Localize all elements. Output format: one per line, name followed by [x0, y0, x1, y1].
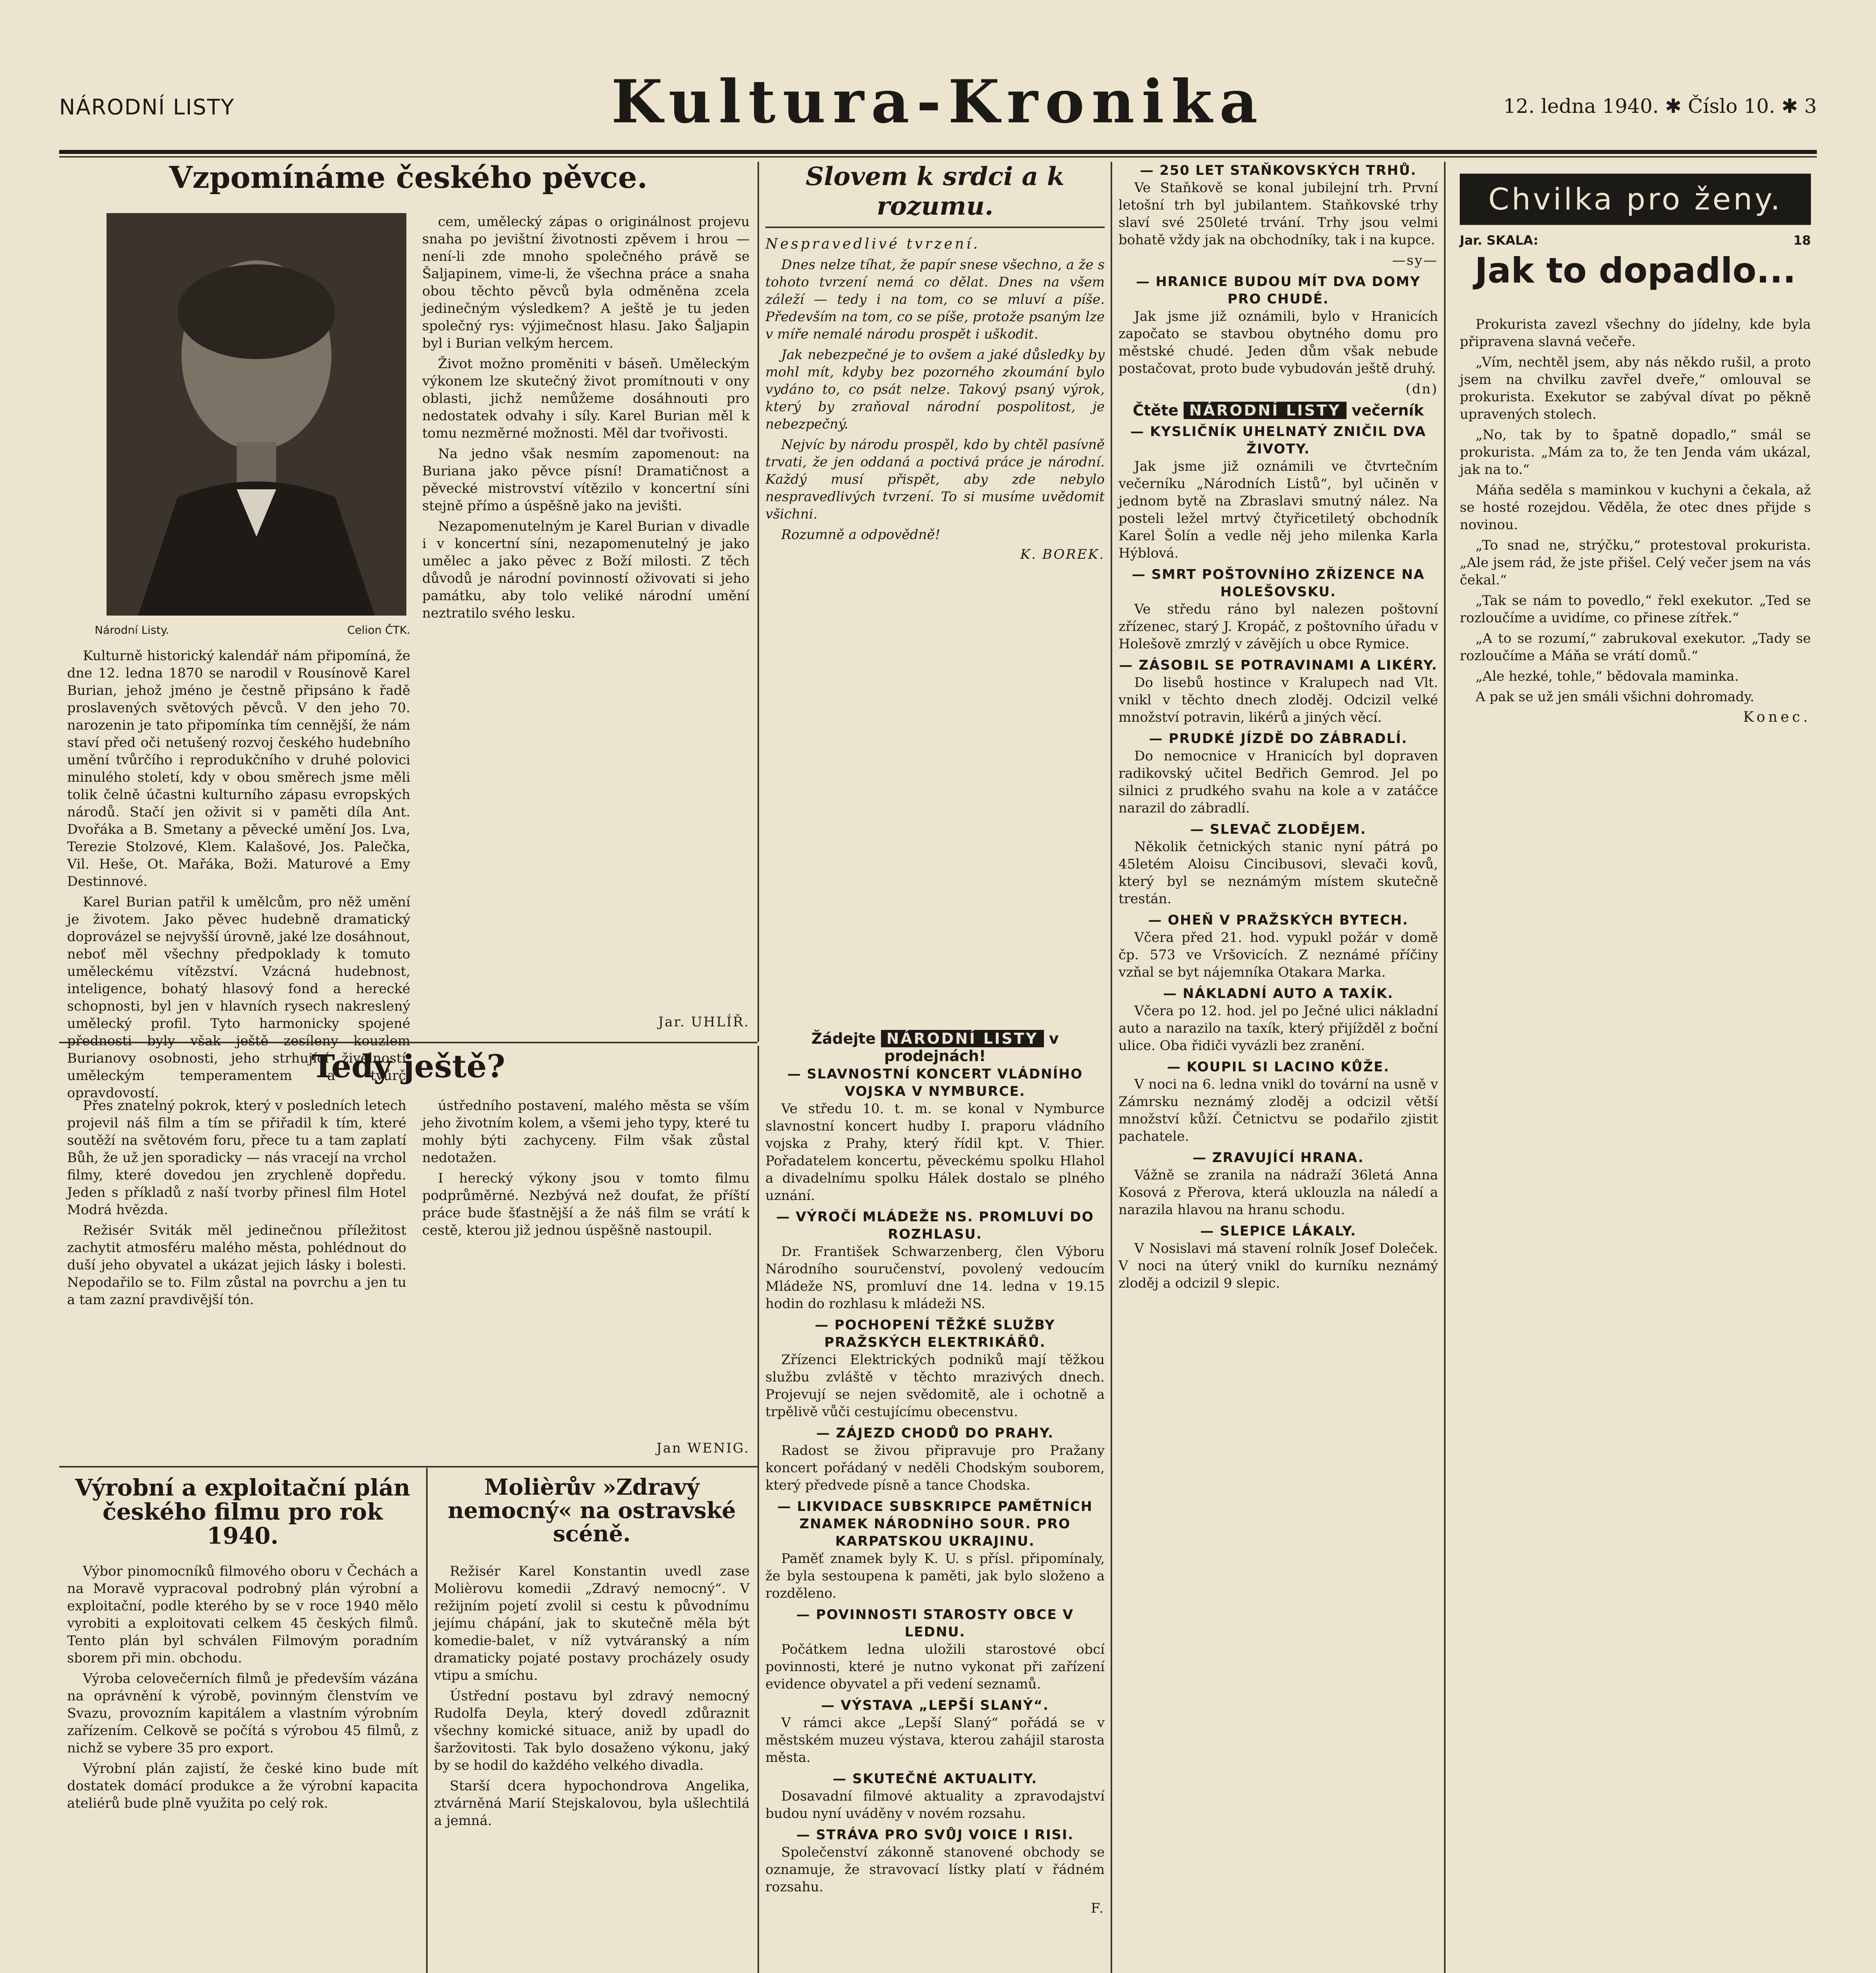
slovem-body	[765, 256, 1105, 543]
news-item	[1118, 566, 1438, 653]
paper-name: NÁRODNÍ LISTY	[59, 95, 235, 120]
news-text: Ve středu ráno byl nalezen poštovní zřízenec, starý J. Kropáč, z poštovního úřadu v Holešově zmrzlý v závějích u obce Rymice.	[1118, 601, 1438, 652]
paragraph: Kulturně historický kalendář nám připomíná, že dne 12. ledna 1870 se narodil v Rousínově Karel Burian, jehož jméno je čestně připsáno k řadě proslavených světových pěvců. V den jeho 70. narozenin je tato připomínka tím cennější, že nám staví před oči netušený rozvoj českého hudebního umění tvůrčího i reprodukčního v druhé polovici minulého století, kdy v obou směrech jsme měli tolik čelně účastni kulturního zápasu evropských národů. Stačí jen oživit si v paměti díla Ant. Dvořáka a B. Smetany a pěvecké umění Jos. Lva, Terezie Stolzové, Klem. Kalašové, Jos. Palečka, Vil. Heše, Ot. Mařáka, Boži. Maturové a Emy Destinnové.	[67, 648, 410, 889]
tedy-jeste-col2	[422, 1097, 750, 1436]
photo-caption-left: Národní Listy.	[95, 623, 169, 636]
paragraph: Starší dcera hypochondrova Angelika, ztvárněná Marií Stejskalovou, byla ušlechtilá a jemná.	[434, 1778, 750, 1829]
chvilka-number: 18	[1793, 233, 1811, 248]
paragraph: Režisér Sviták měl jedinečnou příležitost zachytit atmosféru malého města, pohlédnout do duší jeho obyvatel a ukázat jejich lásky i bolesti. Nepodařilo se to. Film zůstal na povrchu a jen tu a tam zazní pravdivější tón.	[67, 1222, 406, 1308]
news-item	[1118, 657, 1438, 726]
vyrobni-plan-body	[67, 1563, 418, 1973]
news-item	[1118, 162, 1438, 269]
news-headline: — POCHOPENÍ TĚŽKÉ SLUŽBY PRAŽSKÝCH ELEKTRIKÁŘŮ.	[815, 1317, 1055, 1350]
news-headline: — HRANICE BUDOU MÍT DVA DOMY PRO CHUDÉ.	[1136, 274, 1421, 307]
news-text: Dr. František Schwarzenberg, člen Výboru Národního souručenství, povolený vedoucím Mládeže NS, promluví dne 14. ledna v 19.15 hodin do rozhlasu k mládeži NS.	[765, 1244, 1105, 1312]
column-divider	[758, 162, 759, 1042]
paragraph: ústředního postavení, malého města se vším jeho životním kolem, a všemi jeho typy, které tu mohly býti zachyceny. Film však zůstal nedotažen.	[422, 1098, 750, 1166]
news-item	[765, 1425, 1105, 1494]
article-title: Vzpomínáme českého pěvce.	[169, 160, 648, 195]
paragraph: Výbor pinomocníků filmového oboru v Čechách a na Moravě vypracoval podrobný plán výrobní a exploitační, podle kterého by se v roce 1940 mělo vyrobiti a exploitovati celkem 45 českých filmů. Tento plán byl schválen Filmovým poradním sborem při min. obchodu.	[67, 1563, 418, 1666]
news-text: Do lisebů hostince v Kralupech nad Vlt. vnikl v těchto dnech zloděj. Odcizil velké množství potravin, likérů a jiných věcí.	[1118, 675, 1438, 725]
photo-caption-right: Celion ČTK.	[347, 623, 411, 636]
news-item	[765, 1770, 1105, 1822]
slovem-subtitle: Nespravedlivé tvrzení.	[765, 236, 980, 252]
moliere-body	[434, 1563, 750, 1973]
news-headline: — NÁKLADNÍ AUTO A TAXÍK.	[1163, 986, 1394, 1001]
news-item	[765, 1606, 1105, 1693]
news-headline: — ZÁJEZD CHODŮ DO PRAHY.	[816, 1425, 1054, 1441]
news-text: Jak jsme již oznámili, bylo v Hranicích započato se stavbou obytného domu pro městské chudé. Jeden dům však nebude postačovat, proto bude vybudován ještě druhý.	[1118, 309, 1438, 376]
kronika-column	[765, 1065, 1105, 1973]
paragraph: „Ale hezké, tohle,“ bědovala maminka.	[1476, 668, 1739, 684]
news-text: Ve Staňkově se konal jubilejní trh. První letošní trh byl jubilantem. Staňkovské trhy slaví své 250leté trvání. Trhy jsou velmi bohatě vždy jak na obchodníky, tak i na kupce.	[1118, 180, 1438, 248]
paragraph: Máňa seděla s maminkou v kuchyni a čekala, až se hosté rozejdou. Věděla, že otec dnes přijde s novinou.	[1460, 482, 1811, 533]
news-headline: — VÝSTAVA „LEPŠÍ SLANÝ“.	[821, 1698, 1049, 1713]
news-text: Ve středu 10. t. m. se konal v Nymburce slavnostní koncert hudby I. praporu vládního vojska z Prahy, který řídil kpt. V. Thier. Pořadatelem koncertu, pěveckému spolku Hlahol a divadelnímu spolku Hálek dostalo se plného uznání.	[765, 1101, 1105, 1204]
news-item	[1118, 1149, 1438, 1219]
paragraph: I herecký výkony jsou v tomto filmu podprůměrné. Nezbývá než doufat, že příští práce bude šťastnější a že náš film se vrátí k cestě, kterou již jednou úspěšně nastoupil.	[422, 1170, 750, 1238]
ctete-logo: NÁRODNÍ LISTY	[1184, 402, 1347, 419]
news-headline: — OHEŇ V PRAŽSKÝCH BYTECH.	[1148, 912, 1408, 928]
news-text: Jak jsme již oznámili ve čtvrtečním večerníku „Národních Listů“, byl učiněn v jednom bytě na Zbraslavi smutný nález. Na posteli ležel mrtvý čtyřicetiletý obchodník Karel Šolín a vedle něj jeho milenka Karla Hýblová.	[1118, 459, 1438, 561]
zadejte-banner	[765, 1030, 1105, 1065]
news-headline: — SLEPICE LÁKALY.	[1200, 1223, 1356, 1239]
ctete-pre: Čtěte	[1133, 402, 1178, 419]
news-item	[1118, 821, 1438, 908]
tedy-jeste-col1	[67, 1097, 406, 1460]
zadejte-post: v prodejnách!	[884, 1030, 1059, 1065]
zpravy-column	[1118, 162, 1438, 1322]
news-item	[1118, 273, 1438, 398]
vzpominame-article	[67, 162, 750, 217]
vyrobni-plan-title: Výrobní a exploitační plán českého filmu pro rok 1940.	[75, 1474, 410, 1549]
news-text: V noci na 6. ledna vnikl do tovární na usně v Zámrsku neznámý zloděj a odcizil větší množství kůží. Četnictvu se podařilo zjistit pachatele.	[1118, 1076, 1438, 1144]
masthead-rule	[59, 150, 1817, 154]
news-text: Několik četnických stanic nyní pátrá po 45letém Aloisu Cincibusovi, slevači kovů, který byl se neznámým místem skutečně trestán.	[1118, 839, 1438, 907]
news-text: Zřízenci Elektrických podniků mají těžkou službu zvláště v těchto mrazivých dnech. Projevují se nejen svědomitě, ale i ochotně a trpělivě vůči cestujícímu obecenstvu.	[765, 1352, 1105, 1420]
slovem-signature: K. BOREK.	[1020, 547, 1105, 562]
paragraph: „No, tak by to špatně dopadlo,“ smál se prokurista. „Mám za to, že ten Jenda vám ukázal, jak na to.“	[1460, 427, 1811, 477]
paragraph: Dnes nelze tíhat, že papír snese všechno, a že s tohoto tvrzení nemá co dělat. Dnes na všem záleží — tedy i na tom, co se mluví a píše. Především na tom, co se píše, protože psaným lze v míře nemalé národu prospět i uškodit.	[765, 257, 1105, 342]
zadejte-logo: NÁRODNÍ LISTY	[881, 1030, 1044, 1047]
news-item	[765, 1826, 1105, 1896]
news-item	[765, 1208, 1105, 1312]
news-item	[765, 1065, 1105, 1204]
chvilka-end: Konec.	[1743, 709, 1811, 725]
news-headline: — PRUDKÉ JÍZDĚ DO ZÁBRADLÍ.	[1149, 731, 1408, 747]
paragraph: Přes znatelný pokrok, který v posledních letech projevil náš film a tím se přiřadil k tím, které soutěží na světovém foru, přece tu a tam zaplatí Bůh, že už jen sporadicky — nás vracejí na vrchol filmy, které dovedou jen zrychleně dopředu. Jeden s příkladů z naší tvorby přinesl film Hotel Modrá hvězda.	[67, 1098, 406, 1218]
paragraph: Na jedno však nesmím zapomenout: na Buriana jako pěvce písní! Dramatičnost a pěvecké mistrovství vítězilo v koncertní síni stejně přímo a úspěšně jako na jevišti.	[422, 446, 750, 514]
news-signature: (dn)	[1405, 381, 1438, 397]
news-item	[765, 1498, 1105, 1602]
news-text: Společenství zákonně stanovené obchody se oznamuje, že stravovací lístky platí v řádném rozsahu.	[765, 1844, 1105, 1895]
masthead-rule-thin	[59, 156, 1817, 157]
moliere-title: Molièrův »Zdravý nemocný« na ostravské scéně.	[447, 1474, 736, 1547]
news-headline: — STRÁVA PRO SVŮJ VOICE I RISI.	[796, 1827, 1074, 1843]
news-item	[1118, 1058, 1438, 1145]
news-text: Radost se živou připravuje pro Pražany koncert pořádaný v neděli Chodským souborem, který předvede písně a tance Chodska.	[765, 1443, 1105, 1493]
slovem-title: Slovem k srdci a k rozumu.	[765, 162, 1105, 228]
news-item	[1118, 423, 1438, 562]
paragraph: „A to se rozumí,“ zabrukoval exekutor. „Tady se rozloučíme a Máňa se vrátí domů.“	[1460, 631, 1811, 664]
news-text: Dosavadní filmové aktuality a zpravodajství budou nyní uváděny v novém rozsahu.	[765, 1788, 1105, 1821]
section-title: Kultura-Kronika	[611, 67, 1265, 137]
column-divider	[426, 1468, 428, 1973]
news-text: Paměť znamek byly K. U. s přísl. připomínaly, že byla sestoupena k paměti, jak bylo složeno a rozděleno.	[765, 1551, 1105, 1601]
paragraph: A pak se už jen smáli všichni dohromady.	[1476, 689, 1754, 705]
kronika-signature: F.	[1090, 1900, 1105, 1916]
news-text: Včera před 21. hod. vypukl požár v domě čp. 573 ve Vršovicích. Z neznámé příčiny vzňal se byt nájemníka Otakara Marka.	[1118, 930, 1438, 980]
column-divider	[1444, 162, 1446, 1973]
news-item	[765, 1316, 1105, 1421]
paragraph: „Tak se nám to povedlo,“ řekl exekutor. „Ted se rozloučíme a uvidíme, co přinese zítřek.“	[1460, 593, 1811, 626]
news-headline: — LIKVIDACE SUBSKRIPCE PAMĚTNÍCH ZNAMEK NÁRODNÍHO SOUR. PRO KARPATSKOU UKRAJINU.	[777, 1499, 1093, 1549]
chvilka-body	[1460, 316, 1811, 1973]
news-text: Do nemocnice v Hranicích byl dopraven radikovský učitel Bedřich Gemrod. Jel po silnici z prudkého svahu na kole a v zatáčce narazil do zábradlí.	[1118, 748, 1438, 816]
tedy-jeste-signature: Jan WENIG.	[656, 1440, 750, 1456]
ctete-banner	[1118, 402, 1438, 419]
news-signature: —sy—	[1392, 253, 1438, 268]
portrait-photo	[107, 213, 406, 616]
paragraph: Režisér Karel Konstantin uvedl zase Molièrovu komedii „Zdravý nemocný“. V režijním pojetí zvolil si cestu k původnímu jejímu chápání, jak to skutečně měla být komedie-balet, v níž vytváranský a ním dramaticky pojaté postavy procházely osudy vtipu a smíchu.	[434, 1563, 750, 1683]
news-item	[1118, 1222, 1438, 1292]
paragraph: Prokurista zavezl všechny do jídelny, kde byla připravena slavná večeře.	[1460, 316, 1811, 350]
news-headline: — SLAVNOSTNÍ KONCERT VLÁDNÍHO VOJSKA V NYMBURCE.	[787, 1066, 1083, 1099]
news-text: V Nosislavi má stavení rolník Josef Doleček. V noci na úterý vnikl do kurníku neznámý zloděj a odcizil 9 slepic.	[1118, 1241, 1438, 1291]
tedy-jeste-title: Tedy ještě?	[311, 1048, 505, 1085]
chvilka-title: Jak to dopadlo...	[1474, 250, 1796, 291]
chvilka-banner: Chvilka pro ženy.	[1460, 174, 1811, 225]
ctete-post: večerník	[1351, 402, 1424, 419]
news-headline: — VÝROČÍ MLÁDEŽE NS. PROMLUVÍ DO ROZHLASU.	[776, 1209, 1094, 1242]
news-headline: — SKUTEČNÉ AKTUALITY.	[832, 1771, 1038, 1787]
paragraph: Nezapomenutelným je Karel Burian v divadle i v koncertní síni, nezapomenutelný je jako umělec a jako pěvec z Boží milosti. Z těch důvodů je národní povinností oživovati si jeho památku, aby tolo veliké národní umění neztratilo svého lesku.	[422, 519, 750, 621]
paragraph: cem, umělecký zápas o originálnost projevu snaha po jevištní životnosti zpěvem i hrou — není-li zde mnoho společného právě se Šaljapinem, vime-li, že všechna práce a snaha obou těchto pěvců byla odměněna zcela jedinečným výsledkem? A ještě je tu jeden společný rys: výjimečnost hlasu. Jako Šaljapin byl i Burian velkým hercem.	[422, 214, 750, 351]
news-text: V rámci akce „Lepší Slaný“ pořádá se v městském muzeu výstava, kterou zahájil starosta města.	[765, 1715, 1105, 1765]
paragraph: Karel Burian patřil k umělcům, pro něž umění je životem. Jako pěvec hudebně dramatický doprovázel se nejvyšší úrovně, jaké lze dosáhnout, neboť měl všechny předpoklady k tomuto uměleckému vítězství. Vzácná hudebnost, inteligence, bohatý hlasový fond a herecké schopnosti, byl jen v hlavních rysech nakreslený umělecký profil. Tyto harmonicky spojené přednosti byly však ještě zesíleny kouzlem Burianovy osobnosti, jeho strhující živelností, uměleckým temperamentem a tvůrčí opravdovostí.	[67, 894, 410, 1101]
chvilka-author: Jar. SKALA:	[1460, 233, 1539, 248]
news-headline: — SMRT POŠTOVNÍHO ZŘÍZENCE NA HOLEŠOVSKU.	[1132, 567, 1425, 600]
news-item	[1118, 912, 1438, 981]
paragraph: „Vím, nechtěl jsem, aby nás někdo rušil, a proto jsem na chvilku zavřel dveře,“ omlouval se prokurista. Exekutor se zabýval dívat po pěkně upravených stolech.	[1460, 354, 1811, 422]
news-headline: — KYSLIČNÍK UHELNATÝ ZNIČIL DVA ŽIVOTY.	[1130, 424, 1426, 457]
news-headline: — ZÁSOBIL SE POTRAVINAMI A LIKÉRY.	[1119, 657, 1438, 673]
news-headline: — 250 LET STAŇKOVSKÝCH TRHŮ.	[1140, 163, 1417, 178]
zadejte-pre: Žádejte	[811, 1030, 876, 1047]
portrait-image	[107, 213, 406, 616]
news-headline: — SLEVAČ ZLODĚJEM.	[1190, 822, 1367, 837]
news-text: Včera po 12. hod. jel po Ječné ulici nákladní auto a narazilo na taxík, který přijížděl z boční ulice. Oba řidiči vyvázli bez zranění.	[1118, 1003, 1438, 1054]
news-text: Počátkem ledna uložili starostové obcí povinnosti, které je nutno vykonat při zařízení evidence obyvatel a při vedení seznamů.	[765, 1642, 1105, 1692]
news-headline: — ZRAVUJÍCÍ HRANA.	[1192, 1150, 1364, 1166]
news-item	[1118, 985, 1438, 1054]
date-line: 12. ledna 1940. ✱ Číslo 10. ✱ 3	[1503, 95, 1817, 118]
section-divider	[59, 1466, 758, 1468]
paragraph: Ústřední postavu byl zdravý nemocný Rudolfa Deyla, který dovedl zdůraznit všechny komické situace, aniž by upadl do šaržovitosti. Tak bylo dosaženo výkonu, jaký by se hodil do každého velkého divadla.	[434, 1688, 750, 1773]
news-item	[765, 1697, 1105, 1766]
news-text: Vážně se zranila na nádraží 36letá Anna Kosová z Přerova, která uklouzla na náledí a narazila hlavou na hranu schodu.	[1118, 1167, 1438, 1218]
vzpominame-col2	[422, 213, 750, 1010]
news-headline: — POVINNOSTI STAROSTY OBCE V LEDNU.	[796, 1607, 1074, 1640]
slovem-article	[765, 162, 1105, 1022]
paragraph: Život možno proměniti v báseň. Uměleckým výkonem lze skutečný život promítnouti v ony oblasti, jichž nemůžeme dosáhnouti pro nedostatek odvahy i síly. Karel Burian měl k tomu nezměrné možnosti. Měl dar tvořivosti.	[422, 356, 750, 441]
paragraph: „To snad ne, strýčku,“ protestoval prokurista. „Ale jsem rád, že jste přišel. Celý večer jsem na vás čekal.“	[1460, 537, 1811, 588]
news-item	[1118, 730, 1438, 817]
column-divider	[758, 1046, 759, 1973]
paragraph: Nejvíc by národu prospěl, kdo by chtěl pasívně trvati, že jen oddaná a poctivá práce je národní. Každý musí přispět, aby zde nebylo nespravedlivých tvrzení. To si musíme uvědomit všichni.	[765, 437, 1105, 522]
paragraph: Výroba celovečerních filmů je především vázána na oprávnění k výrobě, povinným členstvím ve Svazu, provozním kapitálem a vlastním výrobním zařízením. Celkově se počítá s výrobou 45 filmů, z nichž se vybere 35 pro export.	[67, 1671, 418, 1756]
news-headline: — KOUPIL SI LACINO KŮŽE.	[1167, 1059, 1390, 1075]
column-divider	[1111, 162, 1112, 1973]
paragraph: Jak nebezpečné je to ovšem a jaké důsledky by mohl mít, kdyby bez pozorného zkoumání bylo vydáno to, co psát nelze. Takový psaný výrok, který by zraňoval národní pospolitost, je nebezpečný.	[765, 347, 1105, 432]
paragraph: Výrobní plán zajistí, že české kino bude mít dostatek domácí produkce a že výrobní kapacita ateliérů bude plně využita po celý rok.	[67, 1761, 418, 1811]
vzpominame-signature: Jar. UHLÍŘ.	[658, 1014, 750, 1030]
masthead	[59, 67, 1817, 150]
paragraph: Rozumně a odpovědně!	[781, 527, 941, 543]
